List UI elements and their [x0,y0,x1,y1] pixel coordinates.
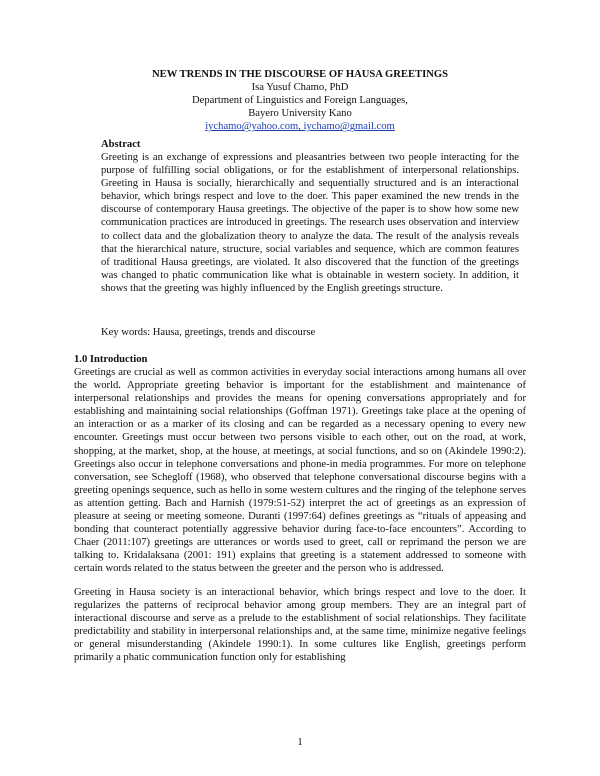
keywords-line: Key words: Hausa, greetings, trends and discourse [101,327,316,338]
author-university: Bayero University Kano [248,108,352,120]
author-department: Department of Linguistics and Foreign Languages, [192,95,408,107]
author-name: Isa Yusuf Chamo, PhD [251,82,349,94]
page-number: 1 [297,737,303,748]
paper-title: NEW TRENDS IN THE DISCOURSE OF HAUSA GREETINGS [151,69,449,80]
author-email-link[interactable]: iychamo@yahoo.com, iychamo@gmail.com [205,121,395,133]
introduction-paragraph-1: Greetings are crucial as well as common activities in everyday social interactions among humans all over the world. Appropriate greeting behavior is important for the establishment and maintenance of interpersonal relationships and provides the means for opening conversations appropriately and for establishing and maintaining social relationships (Goffman 1971). Greetings take place at the opening of an interaction or as a marker of its closing and can be regarded as a necessary opening to every new encounter. Greetings must occur between two persons visible to each other, out on the road, at work, shopping, at the market, shop, at the house, at meetings, at social functions, and so on (Akindele 1990:2). Greetings also occur in telephone conversations and phone-in media programmes. For more on telephone conversation, see Schegloff (1968), who observed that telephone conversational discourse begins with a greeting openings sequence, such as hello in some western cultures and the ringing of the telephone serves as attention getting. Bach and Harnish (1979:51-52) interpret the act of greetings as an expression of pleasure at seeing or meeting someone. Duranti (1997:64) defines greetings as “rituals of appeasing and bonding that counteract potentially aggressive behavior during face-to-face encounters”. According to Chaer (2011:107) greetings are utterances or words used to greet, call or reprimand the person we are talking to. Kridalaksana (2001: 191) explains that greeting is a statement addressed to someone with certain words related to the status between the greeter and the person who is addressed. [74,367,526,575]
introduction-heading: 1.0 Introduction [74,354,148,365]
abstract-heading: Abstract [101,139,141,150]
paper-header [0,68,600,133]
abstract-text: Greeting is an exchange of expressions and pleasantries between two people interacting for the purpose of fulfilling social obligations, or for the establishment of interpersonal relationships. Greeting in Hausa is socially, hierarchically and sequentially structured and is an interactional behavior, which brings respect and love to the doer. This paper examined the new trends in the discourse of contemporary Hausa greetings. The objective of the paper is to show how some new communication practices are introduced in greetings. The research uses observation and interview to collect data and the globalization theory to analyze the data. The result of the analysis reveals that the hierarchical nature, structure, social variables and sequence, which are common features of traditional Hausa greetings, are violated. It also discovered that the function of the greetings was changed to phatic communication like what is obtainable in western society. In addition, it shows that the greeting was highly influenced by the English greetings structure. [101,152,519,294]
introduction-paragraph-2: Greeting in Hausa society is an interactional behavior, which brings respect and love to the doer. It regularizes the patterns of reciprocal behavior among group members. They are an integral part of interactional discourse and serve as a prelude to the establishment of social relationships. They facilitate predictability and stability in interpersonal relationships and, at the same time, minimize negative feelings or general misunderstanding (Akindele 1990:1). In some cultures like English, greetings perform primarily a phatic communication function only for establishing [74,587,526,664]
